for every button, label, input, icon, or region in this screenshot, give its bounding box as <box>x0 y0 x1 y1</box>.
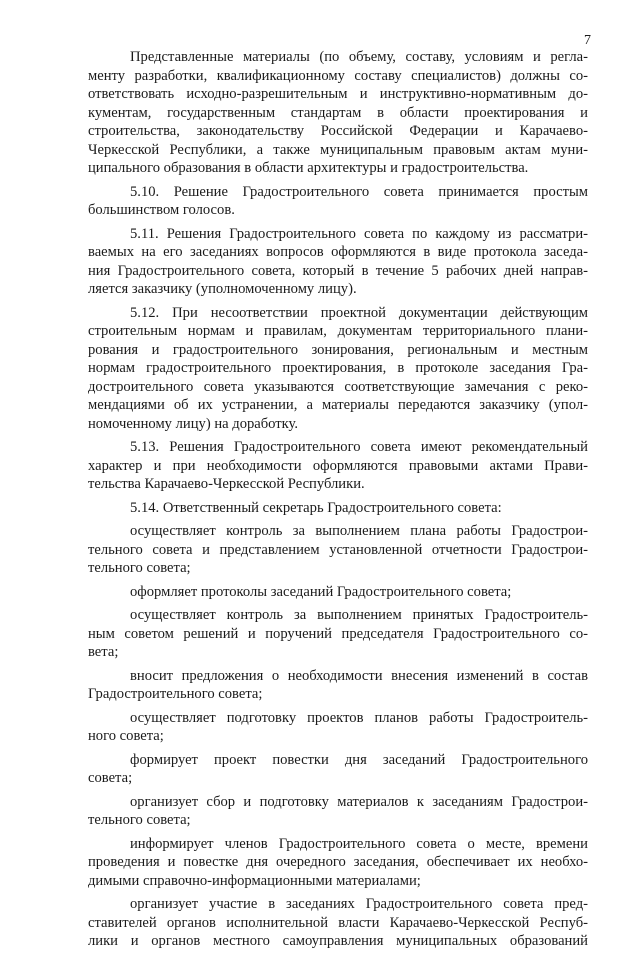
text-line: 5.12. При несоответствии проектной документации действующим <box>130 304 588 321</box>
text-line: тельного совета и представлением установленной отчетности Градострои- <box>88 541 588 558</box>
paragraph <box>88 522 588 578</box>
paragraph <box>88 835 588 891</box>
text-line: тельства Карачаево-Черкесской Республики. <box>88 476 365 492</box>
text-line: ного совета; <box>88 728 164 744</box>
text-line: ставителей органов исполнительной власти Карачаево-Черкесской Респуб- <box>88 914 588 931</box>
document-body <box>88 48 588 956</box>
paragraph <box>88 751 588 788</box>
text-line: строительным нормам и правилам, документам территориального плани- <box>88 323 588 339</box>
paragraph <box>88 499 588 518</box>
text-line: формирует проект повестки дня заседаний Градостроительного <box>130 751 588 768</box>
paragraph <box>88 895 588 951</box>
text-line: рования и градостроительного зонирования, региональным и местным <box>88 341 588 358</box>
text-line: организует сбор и подготовку материалов к заседаниям Градострои- <box>130 793 588 810</box>
text-line: вета; <box>88 644 119 660</box>
text-line: 5.10. Решение Градостроительного совета принимается простым <box>130 183 588 200</box>
paragraph <box>88 667 588 704</box>
text-line: Черкесской Республики, а также муниципальным правовым актам муни- <box>88 141 588 158</box>
text-line: димыми справочно-информационными материалами; <box>88 872 421 889</box>
text-line: ваемых на его заседаниях вопросов оформляются в виде протокола заседа- <box>88 244 588 260</box>
text-line: совета; <box>88 770 133 786</box>
text-line: осуществляет контроль за выполнением плана работы Градострои- <box>130 523 588 539</box>
paragraph <box>88 709 588 746</box>
text-line: мендациями об их устранении, а материалы передаются заказчику (упол- <box>88 397 588 413</box>
paragraph <box>88 793 588 830</box>
page-number: 7 <box>584 33 591 48</box>
text-line: 5.11. Решения Градостроительного совета по каждому из рассматри- <box>130 225 588 242</box>
paragraph <box>88 48 588 178</box>
text-line: ния Градостроительного совета, который в течение 5 рабочих дней направ- <box>88 262 588 279</box>
text-line: ным советом решений и поручений председателя Градостроительного со- <box>88 625 588 642</box>
paragraph <box>88 183 588 220</box>
text-line: информирует членов Градостроительного совета о месте, времени <box>130 835 588 852</box>
text-line: осуществляет контроль за выполнением принятых Градостроитель- <box>130 607 588 623</box>
text-line: Градостроительного совета; <box>88 686 263 702</box>
text-line: характер и при необходимости оформляются правовыми актами Прави- <box>88 457 588 474</box>
text-line: лики и органов местного самоуправления муниципальных образований <box>88 933 588 949</box>
text-line: большинством голосов. <box>88 202 235 218</box>
text-line: менту разработки, квалификационному составу специалистов) должны со- <box>88 67 588 84</box>
text-line: осуществляет подготовку проектов планов работы Градостроитель- <box>130 709 588 726</box>
paragraph <box>88 225 588 299</box>
text-line: строительства, законодательству Российской Федерации и Карачаево- <box>88 123 588 139</box>
paragraph <box>88 583 588 602</box>
text-line: ципального образования в области архитектуры и градостроительства. <box>88 160 529 176</box>
text-line: 5.13. Решения Градостроительного совета имеют рекомендательный <box>130 439 588 455</box>
text-line: 5.14. Ответственный секретарь Градостроительного совета: <box>130 499 502 516</box>
text-line: тельного совета; <box>88 560 191 576</box>
text-line: вносит предложения о необходимости внесения изменений в состав <box>130 667 588 684</box>
text-line: ляется заказчику (уполномоченному лицу). <box>88 281 357 297</box>
text-line: тельного совета; <box>88 812 191 828</box>
text-line: Представленные материалы (по объему, составу, условиям и регла- <box>130 49 588 65</box>
text-line: нормам градостроительного проектирования, в протоколе заседания Гра- <box>88 360 588 376</box>
text-line: организует участие в заседаниях Градостроительного совета пред- <box>130 896 588 912</box>
text-line: проведения и повестке дня очередного заседания, обеспечивает их необхо- <box>88 854 588 870</box>
paragraph <box>88 438 588 494</box>
text-line: кументам, государственным стандартам в области проектирования и <box>88 104 588 121</box>
text-line: оформляет протоколы заседаний Градостроительного совета; <box>130 583 512 600</box>
paragraph <box>88 304 588 434</box>
paragraph <box>88 606 588 662</box>
text-line: ответствовать исходно-разрешительным и инструктивно-нормативным до- <box>88 86 588 102</box>
text-line: достроительного совета указываются соответствующие замечания с реко- <box>88 378 588 395</box>
text-line: номоченному лицу) на доработку. <box>88 415 299 432</box>
